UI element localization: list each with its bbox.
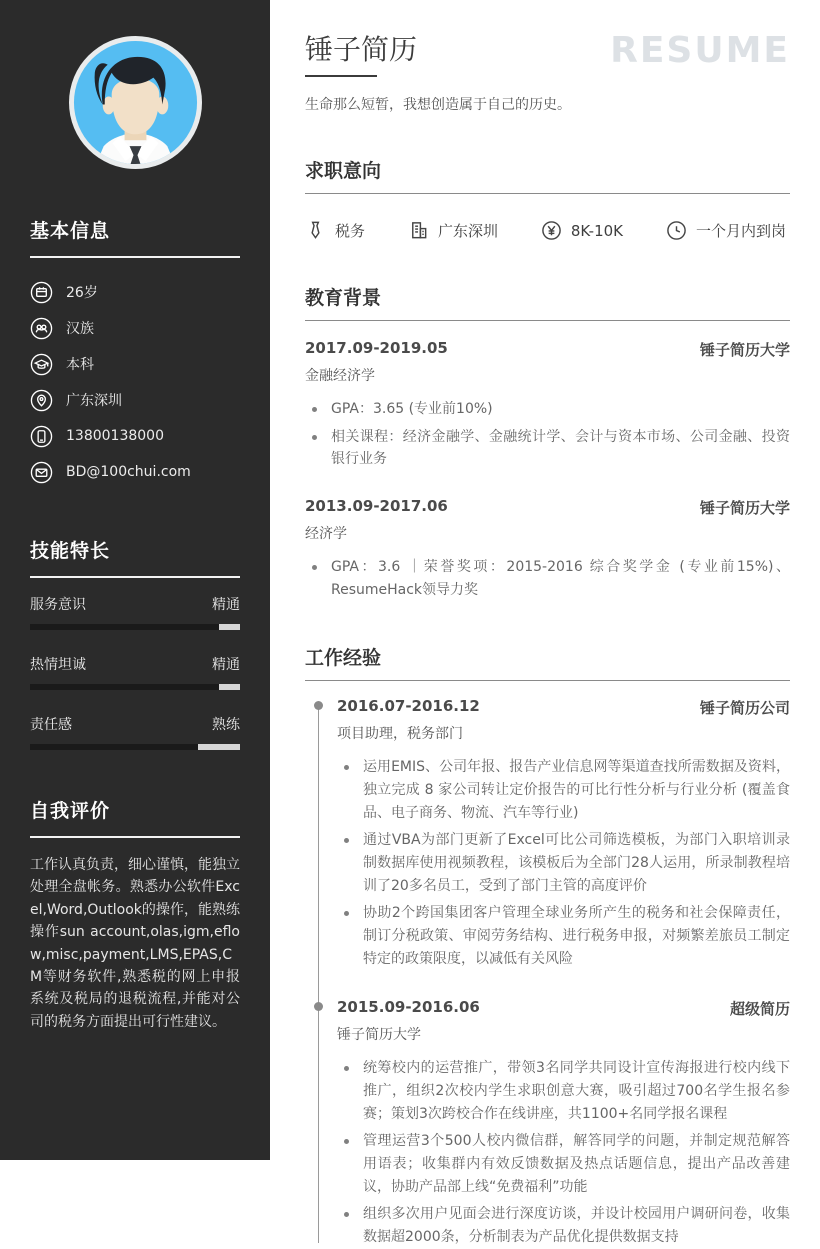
building-icon <box>408 220 429 241</box>
email-icon <box>30 461 53 484</box>
basic-info-title: 基本信息 <box>30 216 240 258</box>
intent-text: 一个月内到岗 <box>695 222 786 240</box>
basic-info-item-degree <box>30 346 240 382</box>
avatar <box>68 35 203 170</box>
self-evaluation-text: 工作认真负责，细心谨慎，能独立处理全盘帐务。熟悉办公软件Excel,Word,Outlook的操作，能熟练操作sun account,olas,igm,eflow,misc,payment,LMS,EPAS,CM等财务软件,熟悉税的网上申报系统及税局的退税流程,并能对公司的税务方面提出可行性建议。 <box>30 857 240 1030</box>
work-timeline <box>305 697 790 1248</box>
job-intent-row <box>305 220 790 241</box>
intent-text: 广东深圳 <box>437 222 498 240</box>
skill-name: 热情坦诚 <box>30 657 86 673</box>
work-period: 2015.09-2016.06 <box>337 998 480 1017</box>
work-role: 项目助理，税务部门 <box>337 726 463 743</box>
ethnicity-icon <box>30 317 53 340</box>
skill-level: 精通 <box>212 657 240 673</box>
sidebar <box>0 0 270 1160</box>
education-section <box>305 283 790 601</box>
basic-info-value: 26岁 <box>66 285 98 301</box>
basic-info-item-location <box>30 382 240 418</box>
education-bullet-list <box>305 556 790 601</box>
education-entry <box>305 497 790 601</box>
basic-info-section <box>30 216 240 490</box>
basic-info-item-age <box>30 274 240 310</box>
basic-info-value: 13800138000 <box>66 428 164 444</box>
skill-item <box>30 594 240 630</box>
education-period: 2013.09-2017.06 <box>305 497 448 516</box>
education-school: 锤子简历大学 <box>699 499 790 518</box>
location-icon <box>30 389 53 412</box>
work-title: 工作经验 <box>305 643 790 681</box>
basic-info-value: BD@100chui.com <box>66 464 191 480</box>
work-org: 锤子简历公司 <box>699 699 790 718</box>
basic-info-value: 汉族 <box>66 321 94 337</box>
skill-progress-bar <box>30 684 240 690</box>
resume-watermark: RESUME <box>610 30 790 71</box>
intent-position <box>305 220 365 241</box>
work-entry <box>337 998 790 1248</box>
intent-availability <box>666 220 786 241</box>
basic-info-value: 广东深圳 <box>66 393 122 409</box>
education-bullet: GPA：3.6 ｜荣誉奖项：2015-2016 综合奖学金 (专业前15%)、ResumeHack领导力奖 <box>305 556 790 601</box>
tie-icon <box>305 220 326 241</box>
skill-progress-thumb <box>219 684 240 690</box>
work-section <box>305 643 790 1248</box>
work-bullet: 组织多次用户见面会进行深度访谈，并设计校园用户调研问卷，收集数据超2000条，分析制表为产品优化提供数据支持 <box>337 1203 790 1248</box>
phone-icon <box>30 425 53 448</box>
skills-section <box>30 536 240 750</box>
education-school: 锤子简历大学 <box>699 341 790 359</box>
education-period: 2017.09-2019.05 <box>305 339 448 357</box>
motto-text: 生命那么短暂，我想创造属于自己的历史。 <box>305 97 571 113</box>
work-bullet-list <box>337 756 790 970</box>
avatar-illustration <box>68 35 203 170</box>
skill-progress-bar <box>30 624 240 630</box>
timeline-dot <box>314 1002 323 1011</box>
skill-level: 熟练 <box>212 717 240 733</box>
basic-info-item-phone <box>30 418 240 454</box>
intent-text: 税务 <box>335 222 366 240</box>
intent-city <box>408 220 498 241</box>
degree-icon <box>30 353 53 376</box>
work-bullet: 管理运营3个500人校内微信群，解答同学的问题，并制定规范解答用语表；收集群内有效反馈数据及热点话题信息，提出产品改善建议，协助产品部上线“免费福利”功能 <box>337 1130 790 1198</box>
basic-info-value: 本科 <box>66 357 94 373</box>
job-intent-section <box>305 156 790 241</box>
intent-text: 8K-10K <box>570 221 624 240</box>
skill-item <box>30 654 240 690</box>
skill-progress-thumb <box>198 744 240 750</box>
self-evaluation-section <box>30 796 240 1033</box>
timeline-dot <box>314 701 323 710</box>
work-bullet: 通过VBA为部门更新了Excel可比公司筛选模板，为部门入职培训录制数据库使用视频教程，该模板后为全部门28人运用，所录制教程培训了20多名员工，受到了部门主管的高度评价 <box>337 829 790 897</box>
skill-level: 精通 <box>212 597 240 613</box>
work-bullet: 协助2个跨国集团客户管理全球业务所产生的税务和社会保障责任，制订分税政策、审阅劳务结构、进行税务申报，对频繁差旅员工制定特定的政策限度，以减低有关风险 <box>337 902 790 970</box>
education-bullet: GPA：3.65 (专业前10%) <box>305 398 790 421</box>
intent-salary <box>541 220 623 241</box>
basic-info-list <box>30 274 240 490</box>
basic-info-item-email <box>30 454 240 490</box>
skill-progress-bar <box>30 744 240 750</box>
work-entry <box>337 697 790 970</box>
skill-item <box>30 714 240 750</box>
education-major: 金融经济学 <box>305 368 375 384</box>
work-bullet: 运用EMIS、公司年报、报告产业信息网等渠道查找所需数据及资料，独立完成 8 家公司转让定价报告的可比行性分析与行业分析 (覆盖食品、电子商务、物流、汽车等行业) <box>337 756 790 824</box>
skill-progress-thumb <box>219 624 240 630</box>
main-content <box>270 0 820 1246</box>
calendar-icon <box>30 281 53 304</box>
job-intent-title: 求职意向 <box>305 156 790 194</box>
education-bullet-list <box>305 398 790 471</box>
education-entry <box>305 339 790 471</box>
skill-name: 服务意识 <box>30 597 86 613</box>
work-bullet-list <box>337 1057 790 1248</box>
self-evaluation-title: 自我评价 <box>30 796 240 838</box>
basic-info-item-ethnicity <box>30 310 240 346</box>
education-major: 经济学 <box>305 526 347 543</box>
work-org: 超级简历 <box>729 1000 790 1019</box>
skill-name: 责任感 <box>30 717 72 733</box>
clock-icon <box>666 220 687 241</box>
education-bullet: 相关课程：经济金融学、金融统计学、会计与资本市场、公司金融、投资银行业务 <box>305 426 790 471</box>
work-role: 锤子简历大学 <box>337 1027 421 1044</box>
work-period: 2016.07-2016.12 <box>337 697 480 716</box>
salary-icon <box>541 220 562 241</box>
work-bullet: 统筹校内的运营推广，带领3名同学共同设计宣传海报进行校内线下推广，组织2次校内学生求职创意大赛，吸引超过700名学生报名参赛；策划3次跨校合作在线讲座，共1100+名同学报名课程 <box>337 1057 790 1125</box>
skills-title: 技能特长 <box>30 536 240 578</box>
education-title: 教育背景 <box>305 283 790 321</box>
page-title: 锤子简历 <box>305 28 417 68</box>
